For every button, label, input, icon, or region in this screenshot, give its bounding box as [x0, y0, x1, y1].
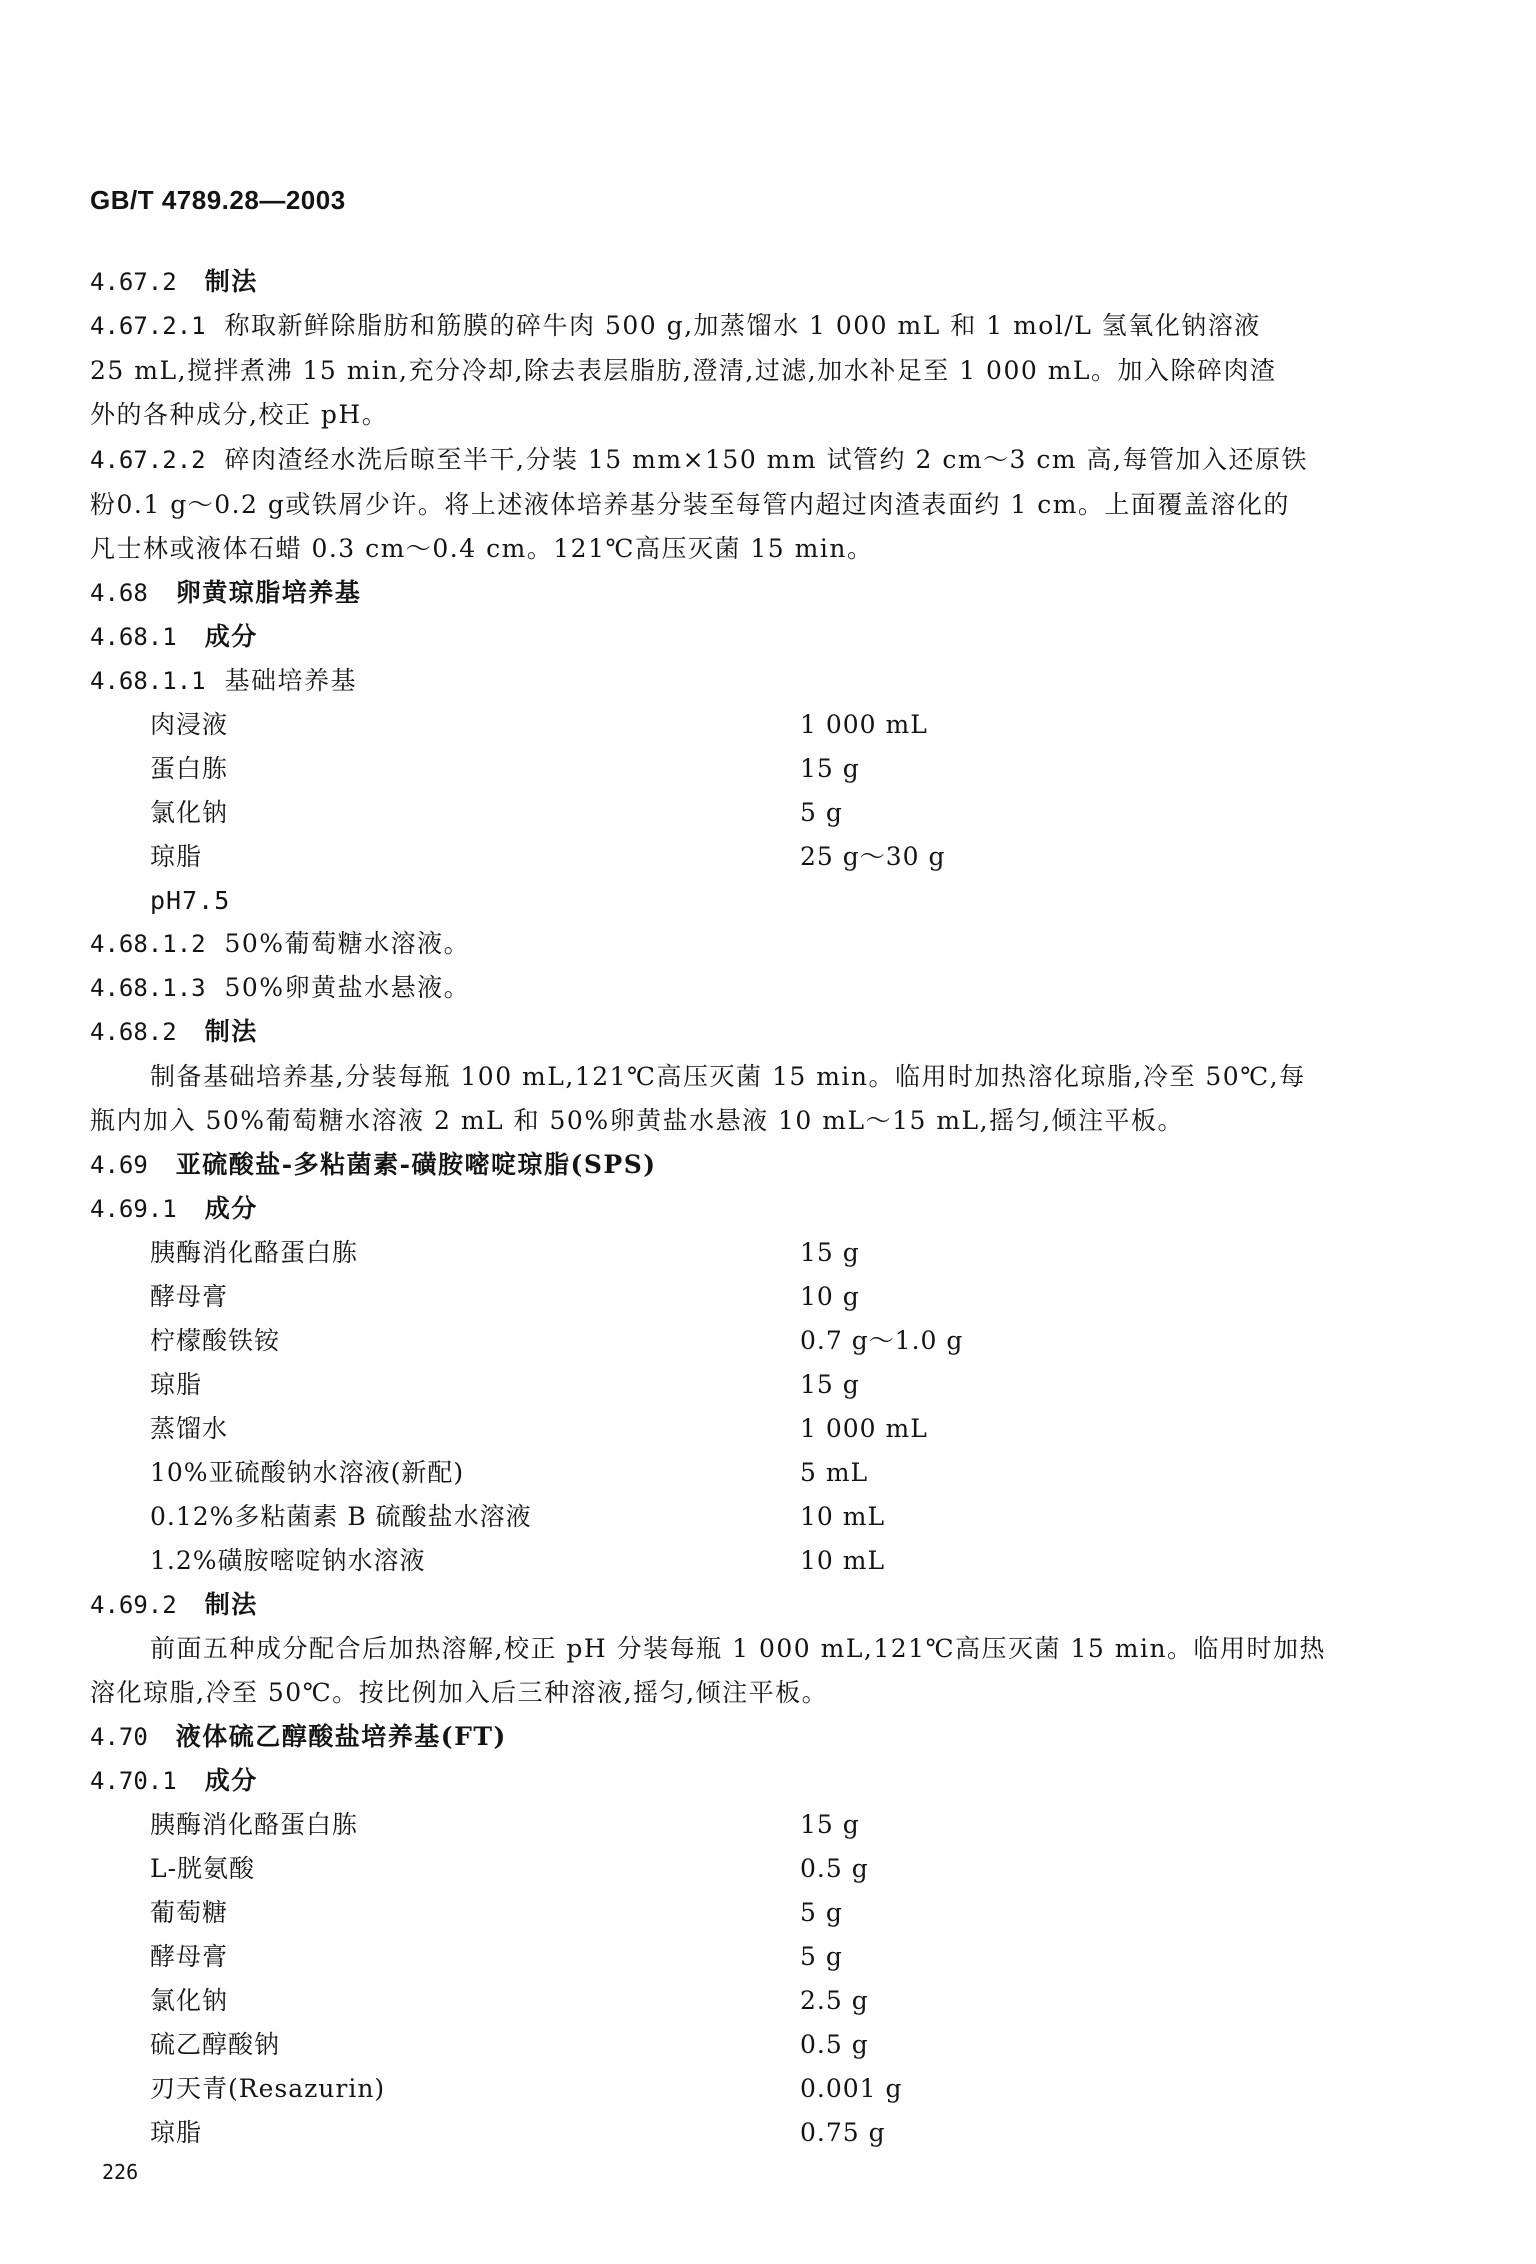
section-title: 成分 — [204, 622, 258, 651]
clause-text: 50%葡萄糖水溶液。 — [224, 929, 471, 958]
clause-number: 4.68.1.1 — [90, 667, 206, 695]
clause-text: 50%卵黄盐水悬液。 — [224, 973, 471, 1002]
section-4-67-2-heading — [90, 267, 1410, 297]
ingredient-name: L-胱氨酸 — [150, 1854, 256, 1883]
ingredient-amount: 1 000 mL — [800, 1414, 928, 1443]
ingredient-name: 硫乙醇酸钠 — [150, 2030, 281, 2059]
ingredient-amount: 10 mL — [800, 1502, 886, 1531]
section-number: 4.67.2 — [90, 268, 177, 296]
ingredient-name: 蛋白胨 — [150, 754, 229, 783]
ingredient-name: 1.2%磺胺嘧啶钠水溶液 — [150, 1546, 426, 1575]
ingredient-amount: 5 g — [800, 798, 843, 827]
section-title: 亚硫酸盐-多粘菌素-磺胺嘧啶琼脂(SPS) — [175, 1150, 657, 1179]
ingredient-amount: 5 g — [800, 1942, 843, 1971]
ingredient-name: 琼脂 — [150, 1370, 203, 1399]
section-4-70-heading — [90, 1722, 1410, 1752]
section-title: 制法 — [204, 267, 258, 296]
section-4-70-1-heading — [90, 1766, 1410, 1796]
ingredient-name: 胰酶消化酪蛋白胨 — [150, 1238, 359, 1267]
clause-4-67-2-1-line-3: 外的各种成分,校正 pH。 — [90, 400, 389, 429]
ingredient-name: 柠檬酸铁铵 — [150, 1326, 281, 1355]
ingredient-amount: 25 g～30 g — [800, 842, 946, 871]
ingredient-amount: 0.75 g — [800, 2118, 886, 2147]
section-4-68-2-heading — [90, 1017, 1410, 1047]
clause-text: 碎肉渣经水洗后晾至半干,分装 15 mm×150 mm 试管约 2 cm～3 cm 高,每管加入还原铁 — [224, 445, 1308, 474]
section-number: 4.70 — [90, 1723, 148, 1751]
ingredient-name: 蒸馏水 — [150, 1414, 229, 1443]
clause-4-68-1-3 — [90, 973, 1410, 1003]
clause-4-67-2-2-line-3: 凡士林或液体石蜡 0.3 cm～0.4 cm。121℃高压灭菌 15 min。 — [90, 534, 874, 563]
section-number: 4.69.1 — [90, 1195, 177, 1223]
ingredient-amount: 0.7 g～1.0 g — [800, 1326, 964, 1355]
clause-4-68-1-2 — [90, 929, 1410, 959]
page-number: 226 — [102, 2160, 139, 2184]
clause-4-67-2-2-line-2: 粉0.1 g～0.2 g或铁屑少许。将上述液体培养基分装至每管内超过肉渣表面约 1 cm。上面覆盖溶化的 — [90, 490, 1290, 519]
ingredient-name: 氯化钠 — [150, 1986, 229, 2015]
ingredient-amount: 10 mL — [800, 1546, 886, 1575]
ingredient-amount: 15 g — [800, 754, 860, 783]
ingredient-name: 刃天青(Resazurin) — [150, 2074, 386, 2103]
section-number: 4.68.2 — [90, 1018, 177, 1046]
section-number: 4.68 — [90, 579, 148, 607]
ingredient-amount: 15 g — [800, 1810, 860, 1839]
ingredient-name: 琼脂 — [150, 842, 203, 871]
ingredient-name: 酵母膏 — [150, 1942, 229, 1971]
clause-number: 4.68.1.2 — [90, 930, 206, 958]
ingredient-name: 胰酶消化酪蛋白胨 — [150, 1810, 359, 1839]
ingredient-amount: 15 g — [800, 1238, 860, 1267]
ingredient-amount: 0.001 g — [800, 2074, 903, 2103]
section-number: 4.69 — [90, 1151, 148, 1179]
ingredient-amount: 1 000 mL — [800, 710, 928, 739]
ingredient-name: 葡萄糖 — [150, 1898, 229, 1927]
clause-4-67-2-1-line-1 — [90, 311, 1410, 341]
clause-number: 4.67.2.1 — [90, 312, 206, 340]
ingredient-name: 氯化钠 — [150, 798, 229, 827]
clause-4-67-2-1-line-2: 25 mL,搅拌煮沸 15 min,充分冷却,除去表层脂肪,澄清,过滤,加水补足至 1 000 mL。加入除碎肉渣 — [90, 356, 1277, 385]
clause-text: 基础培养基 — [224, 666, 358, 695]
paragraph-4-69-2-line-1: 前面五种成分配合后加热溶解,校正 pH 分装每瓶 1 000 mL,121℃高压灭菌 15 min。临用时加热 — [150, 1634, 1327, 1663]
ingredient-amount: 0.5 g — [800, 2030, 869, 2059]
ingredient-amount: 2.5 g — [800, 1986, 869, 2015]
section-number: 4.68.1 — [90, 623, 177, 651]
ingredient-name: 酵母膏 — [150, 1282, 229, 1311]
clause-4-67-2-2-line-1 — [90, 445, 1410, 475]
ingredient-name: 0.12%多粘菌素 B 硫酸盐水溶液 — [150, 1502, 532, 1531]
standard-header: GB/T 4789.28—2003 — [90, 185, 346, 215]
section-4-69-heading — [90, 1150, 1410, 1180]
ingredient-amount: 5 mL — [800, 1458, 869, 1487]
section-number: 4.70.1 — [90, 1767, 177, 1795]
ph-value: pH7.5 — [150, 886, 231, 915]
clause-number: 4.67.2.2 — [90, 446, 206, 474]
paragraph-4-69-2-line-2: 溶化琼脂,冷至 50℃。按比例加入后三种溶液,摇匀,倾注平板。 — [90, 1678, 829, 1707]
ingredient-amount: 5 g — [800, 1898, 843, 1927]
clause-number: 4.68.1.3 — [90, 974, 206, 1002]
ingredient-amount: 0.5 g — [800, 1854, 869, 1883]
paragraph-4-68-2-line-2: 瓶内加入 50%葡萄糖水溶液 2 mL 和 50%卵黄盐水悬液 10 mL～15 mL,摇匀,倾注平板。 — [90, 1106, 1185, 1135]
ingredient-amount: 10 g — [800, 1282, 860, 1311]
section-title: 液体硫乙醇酸盐培养基(FT) — [175, 1722, 507, 1751]
section-4-68-1-heading — [90, 622, 1410, 652]
ingredient-name: 10%亚硫酸钠水溶液(新配) — [150, 1458, 465, 1487]
section-title: 制法 — [204, 1017, 258, 1046]
clause-4-68-1-1 — [90, 666, 1410, 696]
section-title: 制法 — [204, 1590, 258, 1619]
section-4-69-1-heading — [90, 1194, 1410, 1224]
ingredient-name: 琼脂 — [150, 2118, 203, 2147]
ingredient-name: 肉浸液 — [150, 710, 229, 739]
section-title: 成分 — [204, 1766, 258, 1795]
paragraph-4-68-2-line-1: 制备基础培养基,分装每瓶 100 mL,121℃高压灭菌 15 min。临用时加热溶化琼脂,冷至 50℃,每 — [150, 1062, 1306, 1091]
clause-text: 称取新鲜除脂肪和筋膜的碎牛肉 500 g,加蒸馏水 1 000 mL 和 1 mol/L 氢氧化钠溶液 — [224, 311, 1261, 340]
section-title: 卵黄琼脂培养基 — [175, 578, 362, 607]
section-4-68-heading — [90, 578, 1410, 608]
section-title: 成分 — [204, 1194, 258, 1223]
section-4-69-2-heading — [90, 1590, 1410, 1620]
ingredient-amount: 15 g — [800, 1370, 860, 1399]
section-number: 4.69.2 — [90, 1591, 177, 1619]
